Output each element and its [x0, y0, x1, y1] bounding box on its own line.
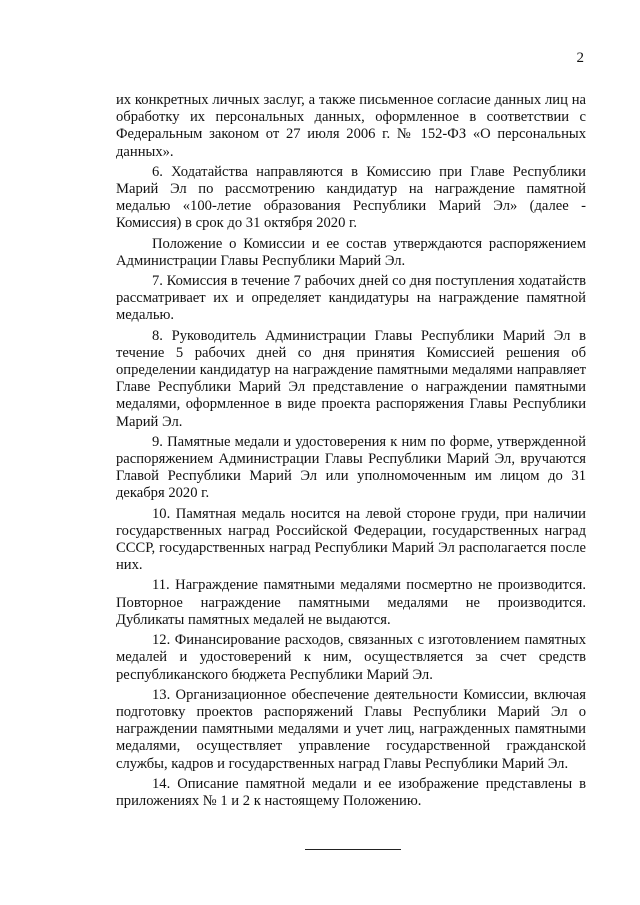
document-body	[116, 92, 586, 813]
paragraph-item-11: 11. Награждение памятными медалями посмертно не производится. Повторное награждение памятными медалями не производится. Дубликаты памятных медалей не выдаются.	[116, 577, 586, 628]
paragraph-commission-regulation: Положение о Комиссии и ее состав утверждаются распоряжением Администрации Главы Республики Марий Эл.	[116, 235, 586, 269]
paragraph-item-9: 9. Памятные медали и удостоверения к ним по форме, утвержденной распоряжением Администрации Главы Республики Марий Эл, вручаются Главой Республики Марий Эл или уполномоченным им лицом до 31 декабря 2020 г.	[116, 433, 586, 502]
paragraph-item-12: 12. Финансирование расходов, связанных с изготовлением памятных медалей и удостоверений к ним, осуществляется за счет средств республиканского бюджета Республики Марий Эл.	[116, 632, 586, 683]
paragraph-item-13: 13. Организационное обеспечение деятельности Комиссии, включая подготовку проектов распоряжений Главы Республики Марий Эл о награждении памятными медалями и учет лиц, награжденных памятными медалями, осуществляет управление государственной гражданской службы, кадров и государственных наград Главы Республики Марий Эл.	[116, 686, 586, 772]
paragraph-item-8: 8. Руководитель Администрации Главы Республики Марий Эл в течение 5 рабочих дней со дня принятия Комиссией решения об определении кандидатур на награждение памятными медалями направляет Главе Республики Марий Эл представление о награждении памятными медалями, оформленное в виде проекта распоряжения Главы Республики Марий Эл.	[116, 327, 586, 430]
paragraph-item-10: 10. Памятная медаль носится на левой стороне груди, при наличии государственных наград Российской Федерации, государственных наград СССР, государственных наград Республики Марий Эл располагается после них.	[116, 505, 586, 574]
end-divider-line	[305, 849, 401, 850]
paragraph-item-7: 7. Комиссия в течение 7 рабочих дней со дня поступления ходатайств рассматривает их и определяет кандидатуры на награждение памятной медалью.	[116, 273, 586, 324]
paragraph-continuation: их конкретных личных заслуг, а также письменное согласие данных лиц на обработку их персональных данных, оформленное в соответствии с Федеральным законом от 27 июля 2006 г. № 152-ФЗ «О персональных данных».	[116, 92, 586, 160]
paragraph-item-14: 14. Описание памятной медали и ее изображение представлены в приложениях № 1 и 2 к настоящему Положению.	[116, 775, 586, 809]
page-number: 2	[576, 50, 584, 66]
paragraph-item-6: 6. Ходатайства направляются в Комиссию при Главе Республики Марий Эл по рассмотрению кандидатур на награждение памятной медалью «100-летие образования Республики Марий Эл» (далее - Комиссия) в срок до 31 октября 2020 г.	[116, 163, 586, 232]
